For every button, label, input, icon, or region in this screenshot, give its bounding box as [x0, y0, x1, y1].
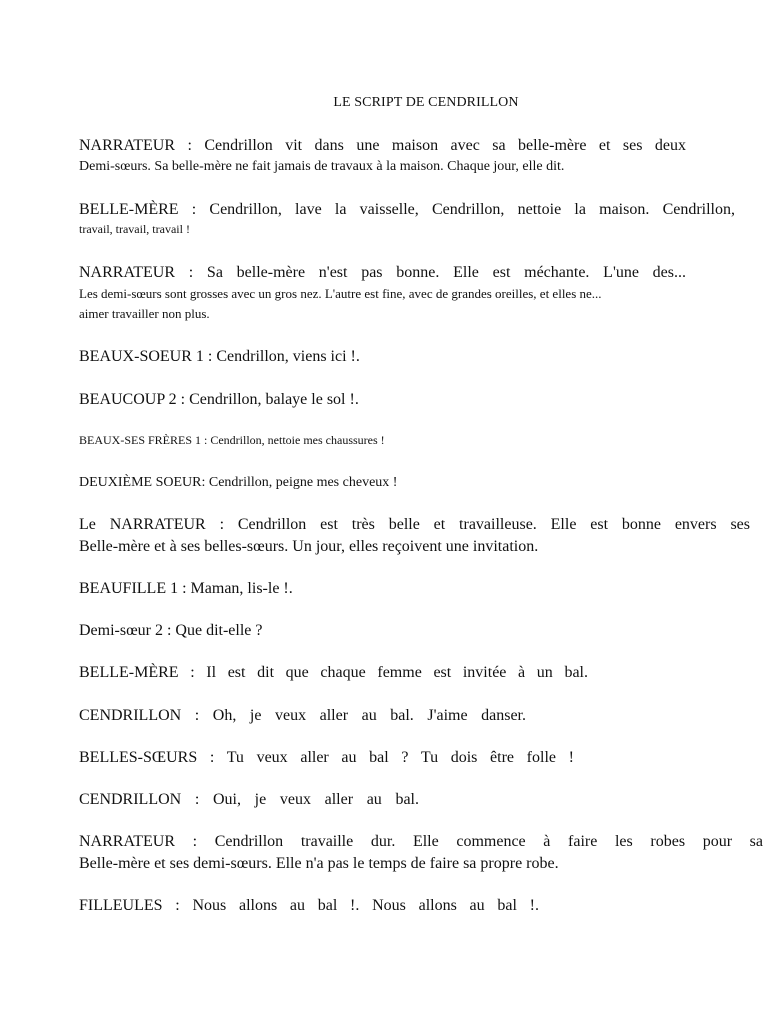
text-line: CENDRILLON : Oui, je veux aller au bal.: [79, 791, 419, 808]
text-line: Le NARRATEUR : Cendrillon est très belle et travailleuse. Elle est bonne envers ses: [79, 516, 750, 533]
text-line: CENDRILLON : Oh, je veux aller au bal. J'aime danser.: [79, 707, 526, 724]
text-line: Demi-sœur 2 : Que dit-elle ?: [79, 622, 263, 639]
text-line: Demi-sœurs. Sa belle-mère ne fait jamais de travaux à la maison. Chaque jour, elle dit.: [79, 159, 565, 174]
text-line: Belle-mère et à ses belles-sœurs. Un jour, elles reçoivent une invitation.: [79, 538, 539, 555]
text-line: BEAUX-SES FRÈRES 1 : Cendrillon, nettoie mes chaussures !: [79, 433, 385, 447]
text-line: BEAUFILLE 1 : Maman, lis-le !.: [79, 580, 293, 597]
text-line: BELLE-MÈRE : Cendrillon, lave la vaisselle, Cendrillon, nettoie la maison. Cendrillon,: [79, 201, 735, 218]
text-line: BEAUCOUP 2 : Cendrillon, balaye le sol !.: [79, 391, 359, 408]
text-line: DEUXIÈME SOEUR: Cendrillon, peigne mes cheveux !: [79, 475, 398, 490]
text-line: NARRATEUR : Cendrillon travaille dur. Elle commence à faire les robes pour sa: [79, 833, 763, 850]
page-title: LE SCRIPT DE CENDRILLON: [333, 95, 519, 110]
text-line: FILLEULES : Nous allons au bal !. Nous allons au bal !.: [79, 897, 539, 914]
text-line: travail, travail, travail !: [79, 222, 190, 236]
text-line: aimer travailler non plus.: [79, 306, 210, 321]
text-line: BEAUX-SOEUR 1 : Cendrillon, viens ici !.: [79, 348, 360, 365]
text-line: NARRATEUR : Cendrillon vit dans une maison avec sa belle-mère et ses deux: [79, 137, 686, 154]
text-line: Belle-mère et ses demi-sœurs. Elle n'a pas le temps de faire sa propre robe.: [79, 855, 559, 872]
text-line: BELLE-MÈRE : Il est dit que chaque femme est invitée à un bal.: [79, 664, 588, 681]
text-line: NARRATEUR : Sa belle-mère n'est pas bonne. Elle est méchante. L'une des...: [79, 264, 686, 281]
text-line: BELLES-SŒURS : Tu veux aller au bal ? Tu dois être folle !: [79, 749, 574, 766]
text-line: Les demi-sœurs sont grosses avec un gros nez. L'autre est fine, avec de grandes oreilles, et elles ne...: [79, 286, 602, 301]
